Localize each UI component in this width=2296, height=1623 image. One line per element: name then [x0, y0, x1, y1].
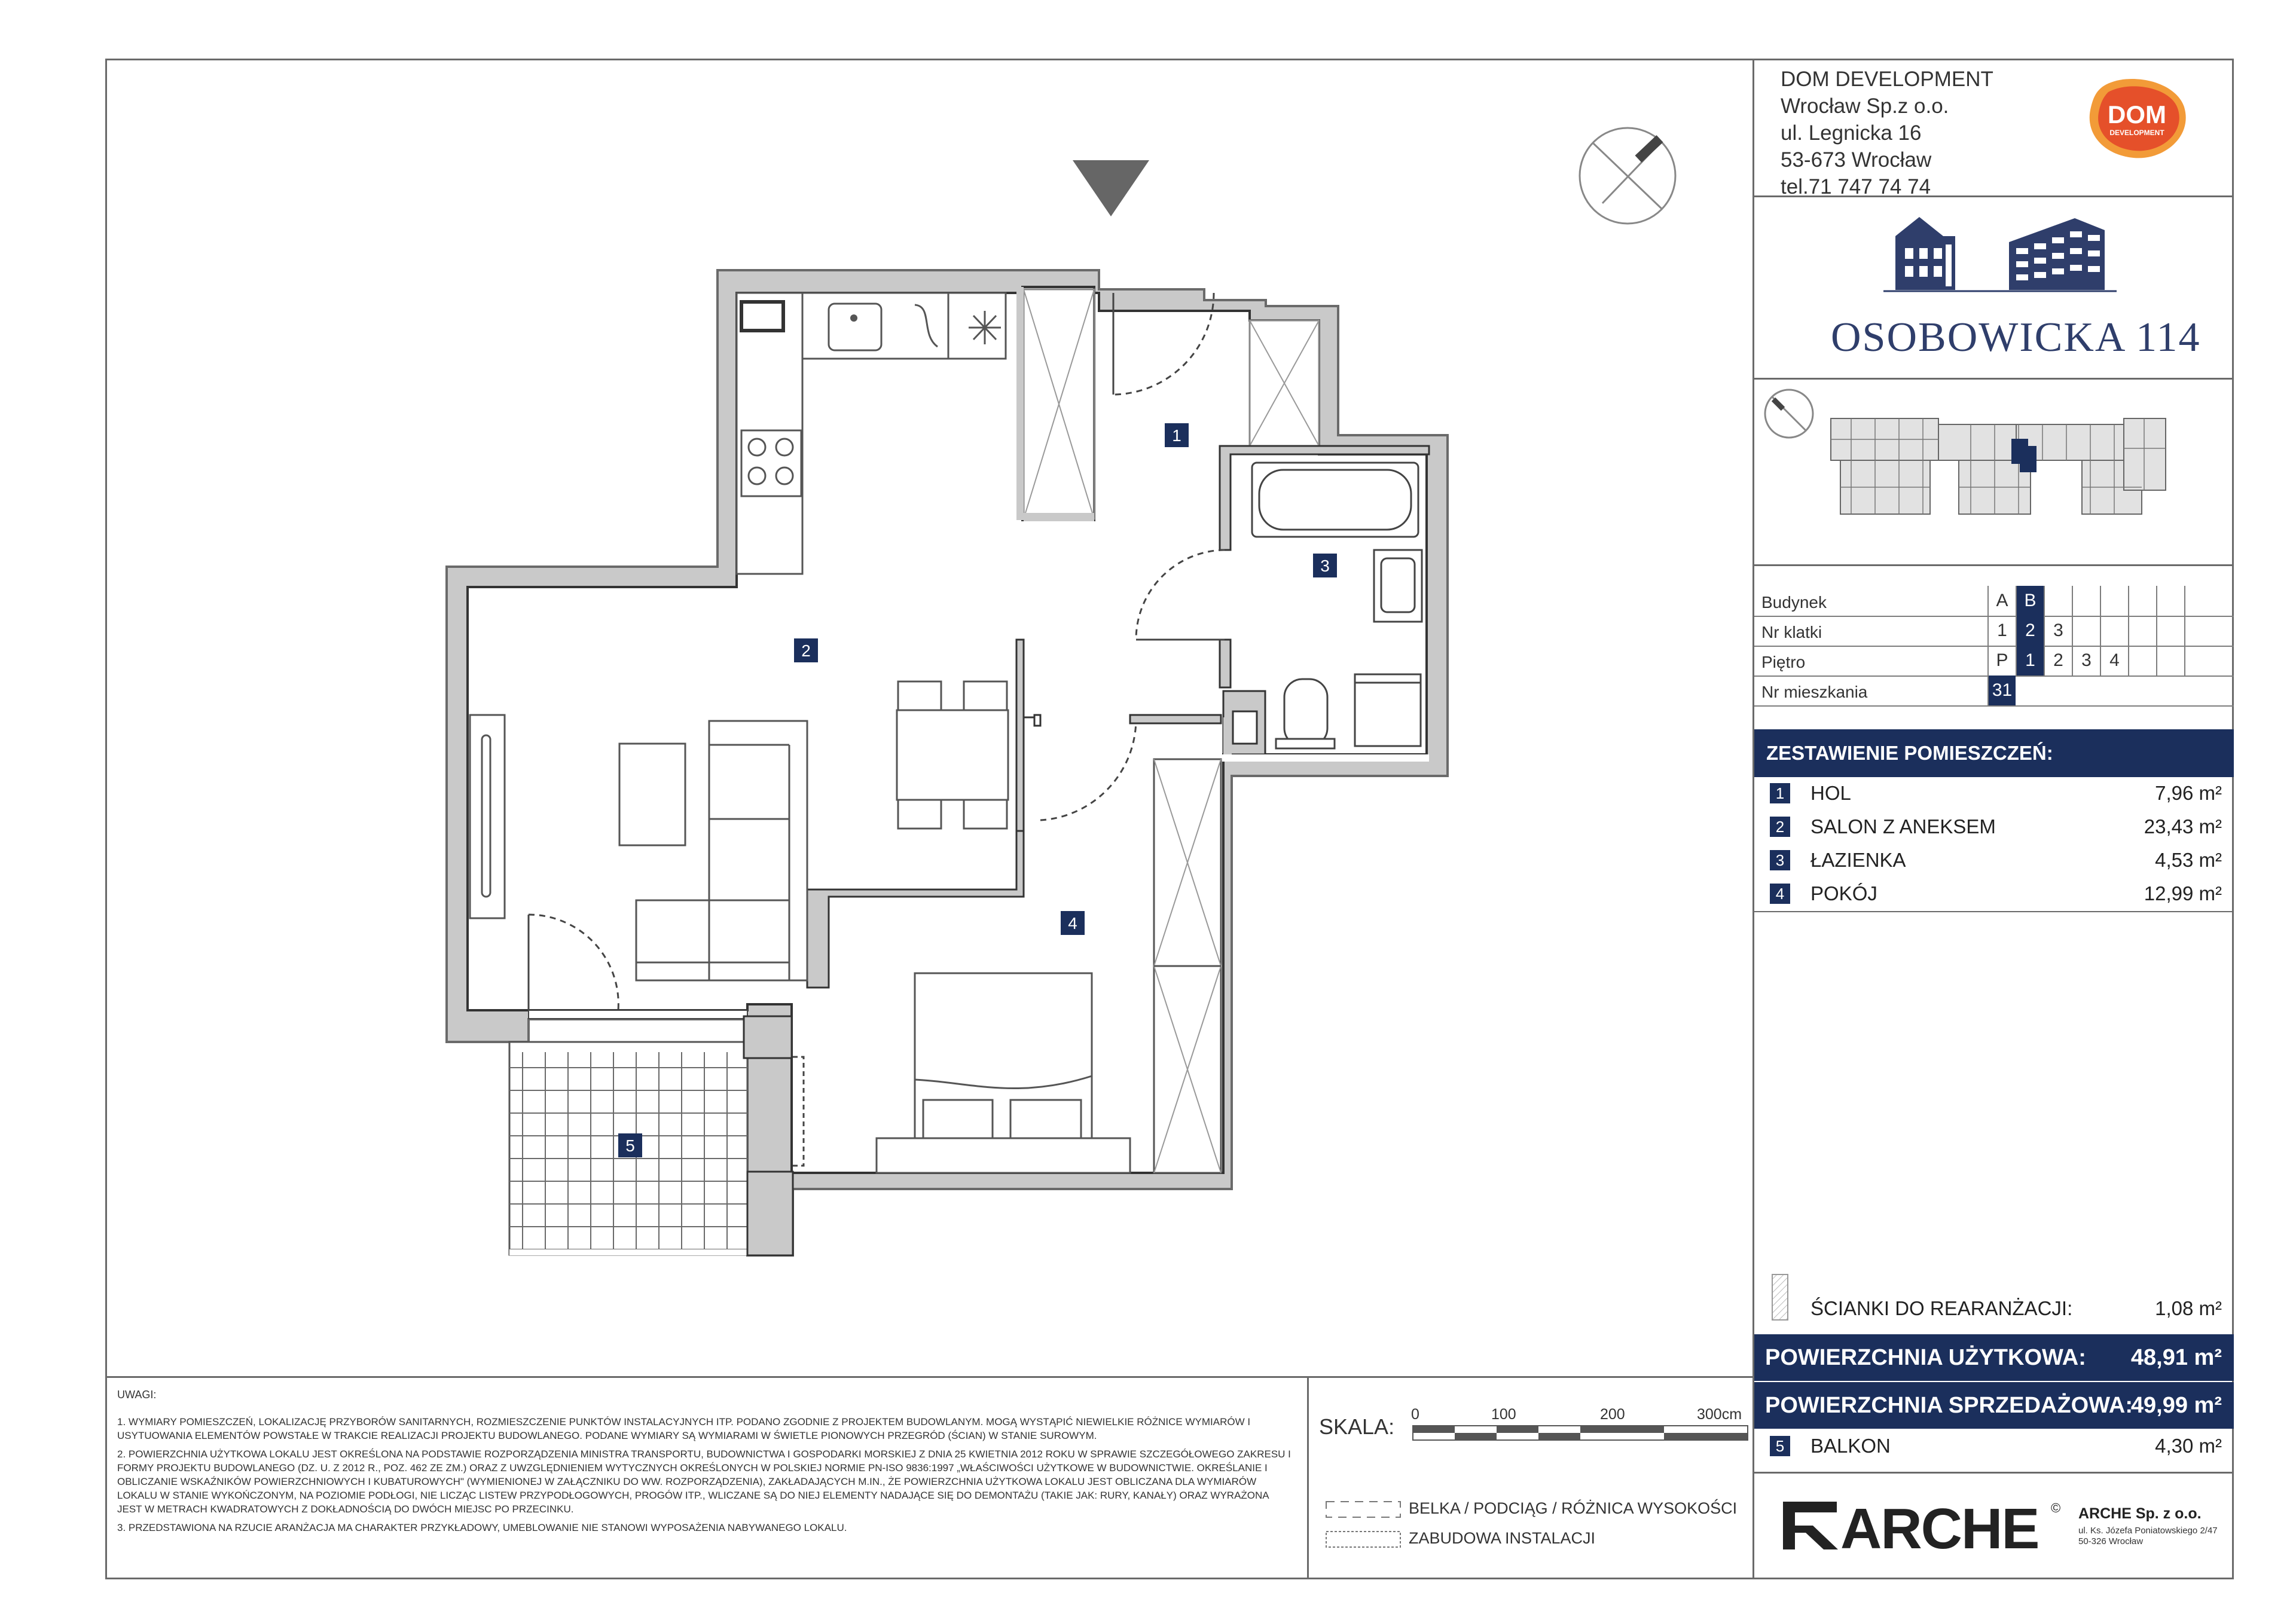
rooms-title: ZESTAWIENIE POMIESZCZEŃ: — [1754, 729, 2234, 777]
grid-cell — [2156, 586, 2184, 616]
arche-company-name: ARCHE Sp. z o.o. — [2078, 1505, 2202, 1522]
room-number: 4 — [1770, 884, 1790, 904]
apartment-label: Nr mieszkania — [1761, 683, 1868, 701]
apartment-number: 31 — [1987, 676, 2016, 705]
svg-text:4: 4 — [1068, 914, 1077, 933]
stair-option-3: 3 — [2044, 616, 2072, 646]
room-area: 12,99 m² — [2144, 882, 2222, 904]
svg-text:5: 5 — [625, 1136, 635, 1155]
floor-label: Piętro — [1761, 653, 1806, 671]
company-line2: Wrocław Sp.z o.o. — [1781, 94, 1949, 118]
room-row-3 — [1754, 844, 2234, 878]
scale-bar — [1412, 1425, 1748, 1442]
compass-icon — [1580, 128, 1675, 224]
svg-text:1: 1 — [1172, 426, 1181, 445]
grid-cell — [2156, 646, 2184, 676]
room-number: 3 — [1770, 850, 1790, 870]
rearrangement-walls-area: 1,08 m² — [2155, 1297, 2222, 1319]
balcony-name: BALKON — [1810, 1435, 1891, 1457]
floor-option-1-selected: 1 — [2016, 646, 2044, 676]
room-label-3 — [1313, 554, 1337, 577]
company-city: 53-673 Wrocław — [1781, 148, 1932, 172]
svg-text:3: 3 — [1320, 557, 1330, 575]
balcony-divider — [1752, 1472, 2234, 1474]
sidebar-rule-2 — [1752, 378, 2234, 380]
key-plan — [1761, 389, 2228, 556]
room-label-4 — [1061, 911, 1085, 935]
sale-area-bar — [1754, 1382, 2234, 1429]
room-number: 2 — [1770, 817, 1790, 837]
notes — [117, 1388, 1295, 1539]
dom-development-logo — [2086, 74, 2188, 164]
floor-option-4: 4 — [2100, 646, 2128, 676]
grid-cell — [2184, 616, 2212, 646]
room-name: POKÓJ — [1810, 882, 1877, 904]
floor-option-2: 2 — [2044, 646, 2072, 676]
apartment-row — [1754, 676, 2234, 707]
balcony-area: 4,30 m² — [2155, 1435, 2222, 1457]
grid-cell — [2128, 616, 2156, 646]
usable-area-value: 48,91 m² — [2130, 1345, 2222, 1370]
company-info — [1781, 66, 1993, 200]
room-row-4 — [1754, 878, 2234, 911]
svg-text:ARCHE: ARCHE — [1840, 1497, 2039, 1554]
room-number: 1 — [1770, 783, 1790, 803]
room-area: 7,96 m² — [2155, 782, 2222, 804]
room-area: 4,53 m² — [2155, 849, 2222, 871]
note-3: 3. PRZEDSTAWIONA NA RZUCIE ARANŻACJA MA CHARAKTER PRZYKŁADOWY, UMEBLOWANIE NIE STANOWI WYPOSAŻENIA NABYWANEGO LOKALU. — [117, 1522, 847, 1533]
project-buildings-icon — [1883, 206, 2117, 296]
arche-logo — [1781, 1494, 2068, 1554]
room-area: 23,43 m² — [2144, 815, 2222, 838]
rooms-table-bottom — [1754, 911, 2234, 912]
floor-option-p: P — [1987, 646, 2016, 676]
company-street: ul. Legnicka 16 — [1781, 121, 1922, 145]
svg-text:2: 2 — [801, 641, 811, 660]
balcony-row — [1754, 1430, 2234, 1463]
room-label-1 — [1165, 423, 1189, 447]
sale-area-label: POWIERZCHNIA SPRZEDAŻOWA: — [1765, 1393, 2133, 1418]
room-name: ŁAZIENKA — [1810, 849, 1906, 871]
note-1: 1. WYMIARY POMIESZCZEŃ, LOKALIZACJĘ PRZYBORÓW SANITARNYCH, ROZMIESZCZENIE PUNKTÓW INSTALACYJNYCH ITP. PODANO ZGODNIE Z PROJEKTEM BUDOWLANYM. MOGĄ WYSTĄPIĆ NIEWIELKIE RÓŻNICE WYMIARÓW I USYTUOWANIA ELEMENTÓW POWSTAŁE W TRAKCIE REALIZACJI PROJEKTU BUDOWLANEGO. PODANE WYMIARY SĄ WYMIARAMI W ŚWIETLE PIONOWYCH PRZEGRÓD (ŚCIAN) W STANIE SUROWYM. — [117, 1416, 1251, 1441]
sale-area-value: 49,99 m² — [2130, 1393, 2222, 1418]
floor-row — [1754, 646, 2234, 677]
note-2: 2. POWIERZCHNIA UŻYTKOWA LOKALU JEST OKREŚLONA NA PODSTAWIE ROZPORZĄDZENIA MINISTRA TRANSPORTU, BUDOWNICTWA I GOSPODARKI MORSKIEJ Z DNIA 25 KWIETNIA 2012 ROKU W SPRAWIE SZCZEGÓŁOWEGO ZAKRESU I FORMY PROJEKTU BUDOWLANEGO (DZ. U. Z 2012 R., POZ. 462 ZE ZM.) ORAZ Z UWZGLĘDNIENIEM WYTYCZNYCH OKREŚLONYCH W POLSKIEJ NORMIE PN-ISO 9836:1997 „WŁAŚCIWOŚCI UŻYTKOWE W BUDOWNICTWIE. OKREŚLANIE I OBLICZANIE WSKAŹNIKÓW POWIERZCHNIOWYCH I KUBATUROWYCH" (WYMIENIONEJ W ZAŁĄCZNIKU DO WW. ROZPORZĄDZENIA), ZAKŁADAJĄCYCH M.IN., ŻE POWIERZCHNIA UŻYTKOWA LOKALU JEST OBLICZANA DLA WYMIARÓW LOKALU W STANIE WYKOŃCZONYM, NA POZIOMIE PODŁOGI, NIE LICZĄC LISTEW PRZYPODŁOGOWYCH, PROGÓW ITP., WLICZANE SĄ DO NIEJ ELEMENTY NADAJĄCE SIĘ DO DEMONTAŻU (TAKIE JAK: RURY, KANAŁY) ORAZ WYRAŻONA JEST W METRACH KWADRATOWYCH Z DOKŁADNOŚCIĄ DO DWÓCH MIEJSC PO PRZECINKU. — [117, 1448, 1291, 1515]
room-name: HOL — [1810, 782, 1851, 804]
grid-cell — [2156, 616, 2184, 646]
grid-cell — [2128, 646, 2156, 676]
room-row-2 — [1754, 811, 2234, 844]
svg-text:©: © — [2051, 1500, 2061, 1515]
usable-area-bar — [1754, 1334, 2234, 1381]
usable-area-label: POWIERZCHNIA UŻYTKOWA: — [1765, 1345, 2086, 1370]
grid-cell — [2184, 586, 2212, 616]
balcony-number: 5 — [1770, 1436, 1790, 1456]
scale-tick: 0 — [1411, 1406, 1419, 1423]
hatched-wall-icon — [1771, 1273, 1789, 1321]
stair-row — [1754, 616, 2234, 647]
scale-label: SKALA: — [1319, 1414, 1395, 1439]
stair-option-2-selected: 2 — [2016, 616, 2044, 646]
room-name: SALON Z ANEKSEM — [1810, 815, 1996, 838]
legend-installation: ZABUDOWA INSTALACJI — [1409, 1529, 1596, 1547]
building-option-a: A — [1987, 586, 2016, 616]
scale-tick: 200 — [1600, 1406, 1625, 1423]
notes-heading: UWAGI: — [117, 1389, 157, 1401]
company-phone: tel.71 747 74 74 — [1781, 175, 1931, 198]
sidebar-rule-3 — [1752, 564, 2234, 566]
company-name: DOM DEVELOPMENT — [1781, 68, 1993, 91]
grid-cell — [2044, 586, 2072, 616]
notes-divider — [105, 1376, 1754, 1378]
rearrangement-walls-row — [1754, 1291, 2234, 1327]
room-row-1 — [1754, 777, 2234, 811]
arche-address — [2078, 1526, 2218, 1547]
svg-text:DOM: DOM — [2108, 100, 2166, 129]
legend-icons — [1325, 1498, 1403, 1552]
room-label-5 — [618, 1133, 642, 1157]
rearrangement-walls-label: ŚCIANKI DO REARANŻACJI: — [1810, 1297, 2073, 1319]
arche-address-line1: ul. Ks. Józefa Poniatowskiego 2/47 — [2078, 1526, 2218, 1536]
grid-cell — [2072, 586, 2100, 616]
stair-option-1: 1 — [1987, 616, 2016, 646]
grid-cell — [2128, 586, 2156, 616]
grid-cell — [2184, 646, 2212, 676]
scale-tick: 300cm — [1697, 1406, 1742, 1423]
stair-label: Nr klatki — [1761, 623, 1822, 641]
building-option-b-selected: B — [2016, 586, 2044, 616]
installation-legend-icon — [1326, 1532, 1400, 1547]
building-label: Budynek — [1761, 593, 1827, 612]
arche-address-line2: 50-326 Wrocław — [2078, 1536, 2144, 1546]
beam-legend-icon — [1326, 1502, 1400, 1517]
grid-cell — [2100, 586, 2128, 616]
scale-divider — [1307, 1376, 1309, 1579]
svg-text:DEVELOPMENT: DEVELOPMENT — [2109, 129, 2164, 137]
room-label-2 — [794, 638, 818, 662]
scale-tick: 100 — [1491, 1406, 1516, 1423]
grid-cell — [2072, 616, 2100, 646]
legend-beam: BELKA / PODCIĄG / RÓŻNICA WYSOKOŚCI — [1409, 1499, 1738, 1517]
key-plan-compass-icon — [1765, 390, 1813, 438]
project-title: OSOBOWICKA 114 — [1831, 314, 2201, 360]
entrance-arrow-icon — [1073, 160, 1149, 216]
grid-cell — [2100, 616, 2128, 646]
floor-option-3: 3 — [2072, 646, 2100, 676]
building-row — [1754, 586, 2234, 617]
